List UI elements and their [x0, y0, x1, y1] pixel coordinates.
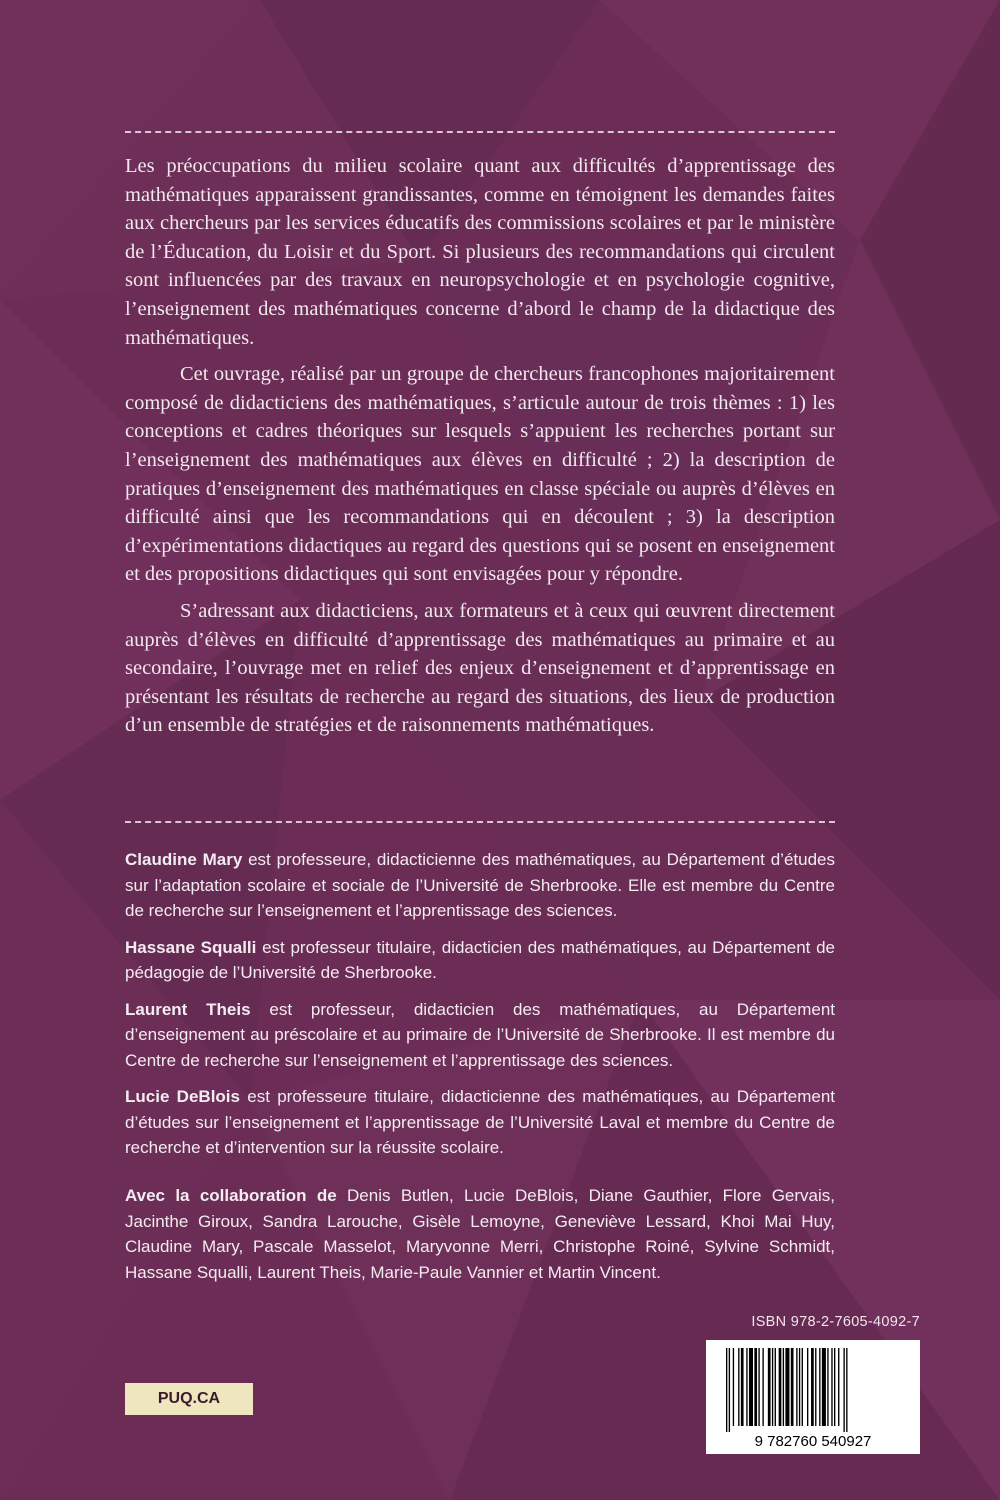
summary-paragraph-1: Les préoccupations du milieu scolaire quant aux difficultés d’apprentissage des mathématiques apparaissent grandissantes, comme en témoignent les demandes faites aux chercheurs par les services éducatifs des commissions scolaires et par le ministère de l’Éducation, du Loisir et du Sport. Si plusieurs des recommandations qui circulent sont influencées par des travaux en neuropsychologie et en psychologie cognitive, l’enseignement des mathématiques concerne d’abord le champ de la didactique des mathématiques.	[125, 155, 835, 349]
barcode-bar	[785, 1348, 789, 1426]
author-description: est professeur, didacticien des mathématiques, au Département d’enseignement au préscolaire et au primaire de l’Université de Sherbrooke. Il est membre du Centre de recherche sur l’enseignement et l’apprentissage des sciences.	[125, 999, 836, 1070]
barcode-bar	[802, 1348, 803, 1426]
bio-lucie-deblois	[125, 1084, 835, 1161]
barcode-bar	[775, 1348, 776, 1426]
barcode-bar	[827, 1348, 828, 1426]
collaboration-credits	[125, 1183, 835, 1285]
collaboration-label: Avec la collaboration de	[125, 1186, 337, 1205]
barcode-bar	[762, 1348, 763, 1426]
barcode-bar	[749, 1348, 753, 1426]
isbn-label: ISBN 978-2-7605-4092-7	[751, 1314, 920, 1330]
barcode-bar	[819, 1348, 820, 1426]
summary-paragraph-3: S’adressant aux didacticiens, aux formateurs et à ceux qui œuvrent directement auprès d’élèves en difficulté d’apprentissage des mathématiques au primaire et au secondaire, l’ouvrage met en relief des enjeux d’enseignement et d’apprentissage en présentant les résultats de recherche au regard des situations, des lieux de production d’un ensemble de stratégies et de raisonnements mathématiques.	[125, 599, 835, 737]
barcode-bar	[799, 1348, 800, 1426]
middle-dashed-divider	[125, 821, 835, 823]
barcode-bar	[838, 1348, 839, 1426]
barcode-bar	[791, 1348, 794, 1426]
bio-laurent-theis	[125, 997, 835, 1074]
barcode-bar	[811, 1348, 814, 1426]
barcode-bar	[783, 1348, 784, 1426]
barcode-bar	[831, 1348, 832, 1426]
barcode-bar	[726, 1348, 727, 1432]
barcode-bar	[741, 1348, 744, 1426]
isbn-barcode	[706, 1340, 920, 1454]
barcode-bar	[729, 1348, 730, 1432]
collaboration-names: Denis Butlen, Lucie DeBlois, Diane Gauthier, Flore Gervais, Jacinthe Giroux, Sandra Larouche, Gisèle Lemoyne, Geneviève Lessard, Khoi Mai Huy, Claudine Mary, Pascale Masselot, Maryvonne Merri, Christophe Roiné, Sylvine Schmidt, Hassane Squalli, Laurent Theis, Marie-Paule Vannier et Martin Vincent.	[125, 1186, 836, 1282]
publisher-badge[interactable]: PUQ.CA	[125, 1383, 253, 1415]
barcode-bar	[846, 1348, 847, 1432]
barcode-bar	[796, 1348, 797, 1426]
barcode-bar	[843, 1348, 844, 1432]
book-summary	[125, 152, 835, 748]
barcode-bar	[834, 1348, 835, 1426]
author-description: est professeur titulaire, didacticien des mathématiques, au Département de pédagogie de l’Université de Sherbrooke.	[125, 937, 835, 982]
barcode-bar	[733, 1348, 734, 1426]
barcode-bar	[758, 1348, 759, 1426]
author-description: est professeure titulaire, didacticienne des mathématiques, au Département d’études sur l’enseignement et l’apprentissage de l’Université Laval et membre du Centre de recherche et d’intervention sur la réussite scolaire.	[125, 1087, 835, 1157]
summary-paragraph-2: Cet ouvrage, réalisé par un groupe de chercheurs francophones majoritairement composé de didacticiens des mathématiques, s’articule autour de trois thèmes : 1) les conceptions et cadres théoriques sur lesquels s’appuient les recherches portant sur l’enseignement des mathématiques aux élèves en difficulté ; 2) la description de pratiques d’enseignement des mathématiques en classe spéciale ou auprès d’élèves en difficulté ainsi que les recommandations qui en découlent ; 3) la description d’expérimentations didactiques au regard des questions qui se posent en enseignement et des propositions didactiques qui sont envisagées pour y répondre.	[125, 363, 835, 586]
barcode-bar	[779, 1348, 782, 1426]
barcode-bar	[768, 1348, 771, 1426]
author-name: Laurent Theis	[125, 999, 251, 1019]
top-dashed-divider	[125, 131, 835, 133]
author-description: est professeure, didacticienne des mathématiques, au Département d’études sur l’adaptation scolaire et sociale de l’Université de Sherbrooke. Elle est membre du Centre de recherche sur l’enseignement et l’apprentissage des sciences.	[125, 850, 835, 920]
barcode-bar	[772, 1348, 773, 1426]
barcode-image	[708, 1342, 918, 1452]
barcode-bar	[807, 1348, 808, 1426]
barcode-bar	[822, 1348, 826, 1426]
barcode-digits: 9 782760 540927	[754, 1433, 872, 1450]
barcode-bar	[815, 1348, 816, 1426]
author-bios	[125, 847, 835, 1172]
barcode-bar	[746, 1348, 747, 1426]
bio-hassane-squalli	[125, 935, 835, 986]
bio-claudine-mary	[125, 847, 835, 924]
barcode-bar	[738, 1348, 739, 1426]
author-name: Claudine Mary	[125, 850, 243, 869]
author-name: Hassane Squalli	[125, 937, 257, 957]
author-name: Lucie DeBlois	[125, 1087, 240, 1106]
barcode-bar	[754, 1348, 757, 1426]
